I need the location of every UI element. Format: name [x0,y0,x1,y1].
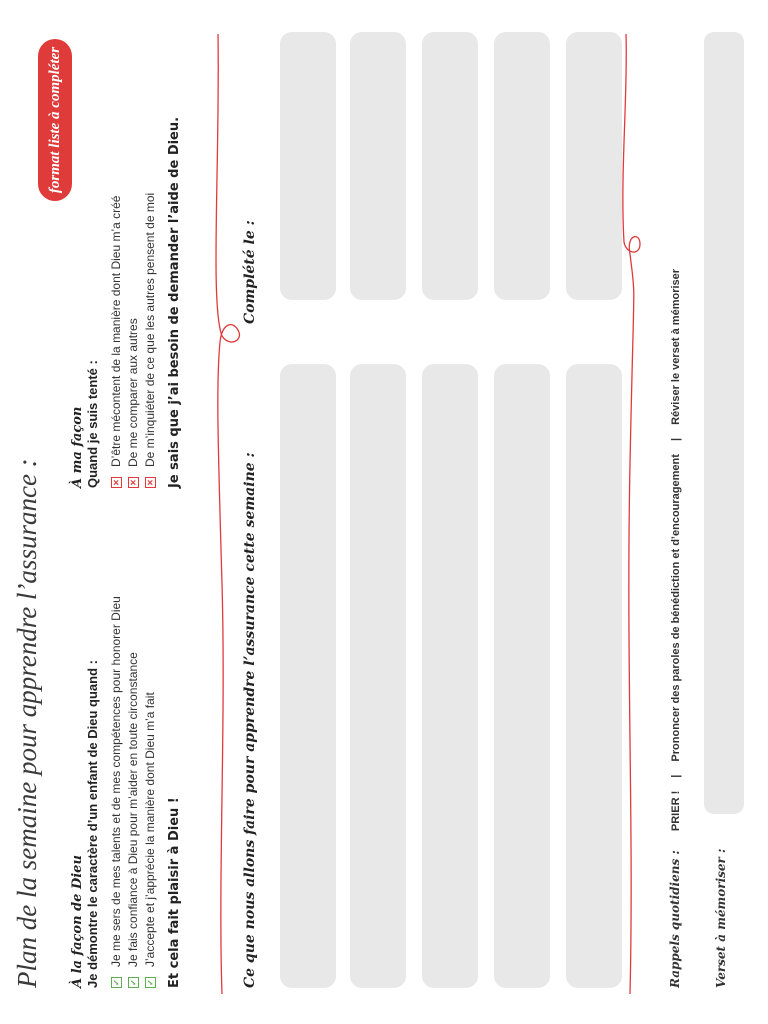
right-heading: Quand je suis tenté : [85,360,100,488]
plan-label: Ce que nous allons faire pour apprendre l’assurance cette semaine : [242,452,258,988]
plan-field-4[interactable] [494,364,550,988]
reminder-pray: PRIER ! [670,790,682,832]
format-badge: format liste à compléter [38,39,72,201]
left-closing: Et cela fait plaisir à Dieu ! [167,797,182,988]
plan-field-2[interactable] [350,364,406,988]
cross-icon: ✕ [128,477,139,488]
completed-field-5[interactable] [566,32,622,300]
verse-label: Verset à mémoriser : [714,848,728,988]
verse-field[interactable] [704,32,744,814]
check-icon: ✓ [128,977,139,988]
cross-icon: ✕ [145,477,156,488]
completed-label: Complété le : [242,220,258,324]
check-icon: ✓ [145,977,156,988]
plan-field-3[interactable] [422,364,478,988]
reminder-blessing: Prononcer des paroles de bénédiction et d’encouragement [670,454,682,762]
list-item-label: Je fais confiance à Dieu pour m’aider en toute circonstance [126,652,140,967]
separator: | [670,774,682,778]
check-icon: ✓ [111,977,122,988]
completed-field-2[interactable] [350,32,406,300]
plan-field-1[interactable] [280,364,336,988]
completed-field-1[interactable] [280,32,336,300]
daily-reminders [668,269,682,988]
reminder-verse: Réviser le verset à mémoriser [670,268,682,425]
list-item-label: De m’inquiéter de ce que les autres pensent de moi [143,192,157,467]
left-heading: Je démontre le caractère d’un enfant de Dieu quand : [85,660,100,988]
divider-line-top [216,34,239,994]
plan-field-5[interactable] [566,364,622,988]
list-item-label: Je me sers de mes talents et de mes compétences pour honorer Dieu [109,596,123,967]
reminders-label: Rappels quotidiens : [668,850,682,988]
right-heading-italic: À ma façon [70,406,85,488]
list-item-label: D’être mécontent de la manière dont Dieu m’a créé [109,195,123,467]
left-heading-italic: À la façon de Dieu [70,855,85,988]
verse-row [714,833,728,988]
cross-icon: ✕ [111,477,122,488]
separator: | [670,437,682,442]
page-title: Plan de la semaine pour apprendre l’assurance : [12,458,42,988]
right-closing: Je sais que j’ai besoin de demander l’aide de Dieu. [167,116,182,488]
divider-line-bottom [623,34,640,994]
list-item-label: De me comparer aux autres [126,318,140,467]
completed-field-4[interactable] [494,32,550,300]
completed-field-3[interactable] [422,32,478,300]
list-item-label: J’accepte et j’apprécie la manière dont Dieu m’a fait [143,692,157,967]
